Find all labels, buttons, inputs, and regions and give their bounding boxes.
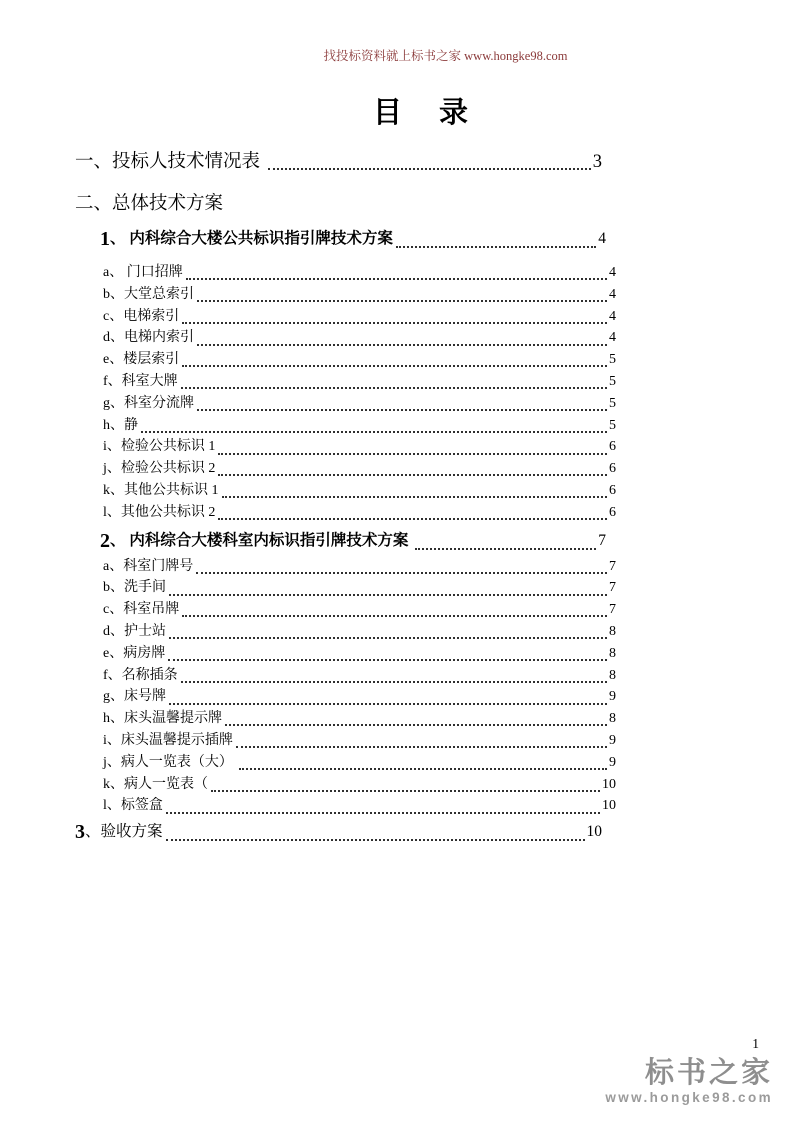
toc-entry[interactable] [75, 349, 616, 371]
dotted-leader [186, 278, 607, 280]
toc-entry[interactable] [75, 556, 616, 578]
dotted-leader [169, 594, 607, 596]
dotted-leader [218, 453, 607, 455]
toc-entry-label: i、检验公共标识 1 [103, 439, 216, 455]
dotted-leader [197, 300, 607, 302]
toc-entry-label: j、检验公共标识 2 [103, 461, 216, 477]
toc-entry[interactable] [75, 371, 616, 393]
dotted-leader [218, 518, 607, 520]
toc-entry-page: 4 [609, 308, 616, 324]
toc-entry-label: b、洗手间 [103, 580, 166, 596]
toc-entry-label: g、床号牌 [103, 689, 166, 705]
toc-entry-page: 5 [609, 417, 616, 433]
toc-entry-page: 10 [602, 798, 616, 814]
toc-entry-page: 5 [609, 352, 616, 368]
toc-entry-page: 5 [609, 395, 616, 411]
dotted-leader [268, 168, 591, 170]
dotted-leader [166, 812, 600, 814]
toc-entry-page: 7 [609, 558, 616, 574]
toc-entry-page: 8 [609, 667, 616, 683]
toc-entry-label: g、科室分流牌 [103, 395, 194, 411]
toc-entry-label: b、大堂总索引 [103, 286, 194, 302]
toc-entry[interactable] [75, 819, 616, 845]
toc-entry[interactable] [75, 621, 616, 643]
toc-entry-number: 3 [75, 821, 85, 844]
toc-entry[interactable] [75, 306, 616, 328]
dotted-leader [225, 724, 607, 726]
dotted-leader [181, 387, 607, 389]
toc-entry-page: 4 [598, 230, 606, 247]
toc-entry-number: 1 [100, 228, 110, 250]
page-title: 目 录 [372, 97, 473, 129]
toc-entry[interactable] [75, 226, 616, 252]
dotted-leader [197, 409, 607, 411]
toc-entry-label: k、其他公共标识 1 [103, 482, 219, 498]
toc-entry-page: 4 [609, 265, 616, 280]
toc-entry-page: 10 [602, 776, 616, 792]
dotted-leader [218, 474, 607, 476]
watermark [605, 1058, 773, 1106]
toc-entry-page: 6 [609, 482, 616, 498]
toc-entry-label: l、其他公共标识 2 [103, 504, 216, 520]
toc-entry-page: 9 [609, 689, 616, 705]
toc-entry[interactable] [75, 415, 616, 437]
dotted-leader [181, 681, 607, 683]
toc-entry[interactable] [75, 502, 616, 524]
toc-entry-page: 6 [609, 439, 616, 455]
toc-entry-label: e、楼层索引 [103, 352, 180, 368]
toc-entry[interactable] [75, 480, 616, 502]
toc-entry[interactable] [75, 752, 616, 774]
toc-entry-page: 6 [609, 461, 616, 477]
toc-entry[interactable] [75, 577, 616, 599]
toc-entry[interactable] [75, 730, 616, 752]
toc-entry-label: 一、投标人技术情况表 [75, 152, 265, 172]
toc-entry[interactable] [75, 436, 616, 458]
toc-entry-page: 4 [609, 330, 616, 346]
dotted-leader [211, 790, 600, 792]
dotted-leader [166, 839, 585, 841]
toc-entry-label: 二、总体技术方案 [75, 194, 224, 214]
toc-entry-label: k、病人一览表（ [103, 776, 208, 792]
toc-entry[interactable] [75, 327, 616, 349]
toc-entry-page: 7 [598, 531, 606, 549]
dotted-leader [415, 548, 596, 550]
toc-entry[interactable] [75, 708, 616, 730]
dotted-leader [169, 703, 607, 705]
dotted-leader [222, 496, 608, 498]
toc-entry-label: l、标签盒 [103, 798, 163, 814]
toc-entry-page: 4 [609, 286, 616, 302]
dotted-leader [182, 322, 607, 324]
toc-entry-page: 3 [592, 152, 602, 172]
toc-entry-label: 、 内科综合大楼科室内标识指引牌技术方案 [110, 531, 413, 549]
toc-entry[interactable] [75, 643, 616, 665]
toc-entry-label: i、床头温馨提示插牌 [103, 732, 233, 748]
toc-entry-label: f、科室大牌 [103, 373, 178, 389]
page-header-text: 找投标资料就上标书之家 www.hongke98.com [323, 49, 568, 63]
dotted-leader [141, 431, 607, 433]
toc-entry[interactable] [75, 458, 616, 480]
watermark-logo-text: 标书之家 [644, 1057, 773, 1089]
toc-entry-page: 9 [609, 754, 616, 770]
toc-entry-page: 9 [609, 732, 616, 748]
dotted-leader [169, 637, 607, 639]
toc-entry-page: 5 [609, 373, 616, 389]
toc-entry-label: a、科室门牌号 [103, 558, 194, 574]
toc-entry[interactable] [75, 686, 616, 708]
toc-entry-label: 、验收方案 [85, 823, 163, 841]
toc-entry[interactable] [75, 393, 616, 415]
dotted-leader [196, 572, 607, 574]
toc-entry[interactable] [75, 262, 616, 284]
toc-entry-label: f、名称插条 [103, 667, 178, 683]
dotted-leader [197, 344, 607, 346]
dotted-leader [168, 659, 607, 661]
toc-entry-label: d、护士站 [103, 623, 166, 639]
toc-entry-label: e、病房牌 [103, 645, 166, 661]
toc-entry-label: h、床头温馨提示牌 [103, 711, 222, 727]
dotted-leader [396, 246, 596, 248]
toc-entry[interactable] [75, 665, 616, 687]
toc-entry[interactable] [75, 599, 616, 621]
toc-entry-number: 2 [100, 529, 110, 552]
toc-entry-label: d、电梯内索引 [103, 330, 194, 346]
toc-entry[interactable] [75, 528, 616, 554]
toc-list [75, 145, 616, 845]
toc-entry[interactable] [75, 284, 616, 306]
toc-entry-page: 7 [609, 602, 616, 618]
toc-entry-label: 、 内科综合大楼公共标识指引牌技术方案 [110, 230, 393, 247]
toc-entry-page: 8 [609, 623, 616, 639]
toc-entry-page: 8 [609, 645, 616, 661]
toc-entry-label: a、 门口招牌 [103, 265, 183, 280]
toc-entry[interactable] [75, 774, 616, 796]
footer-page-number: 1 [752, 1036, 759, 1051]
toc-entry[interactable] [75, 150, 616, 174]
toc-entry-page: 8 [609, 711, 616, 727]
dotted-leader [182, 365, 607, 367]
toc-entry-label: c、科室吊牌 [103, 602, 180, 618]
toc-entry[interactable] [75, 192, 616, 216]
dotted-leader [239, 768, 607, 770]
toc-entry-page: 10 [586, 823, 602, 841]
toc-entry-label: j、病人一览表（大） [103, 754, 237, 770]
toc-entry-label: c、电梯索引 [103, 308, 180, 324]
dotted-leader [236, 746, 607, 748]
toc-entry-page: 7 [609, 580, 616, 596]
toc-entry-page: 6 [609, 504, 616, 520]
watermark-url: www.hongke98.com [605, 1090, 773, 1106]
dotted-leader [182, 615, 607, 617]
toc-entry[interactable] [75, 795, 616, 817]
toc-entry-label: h、静 [103, 417, 138, 433]
